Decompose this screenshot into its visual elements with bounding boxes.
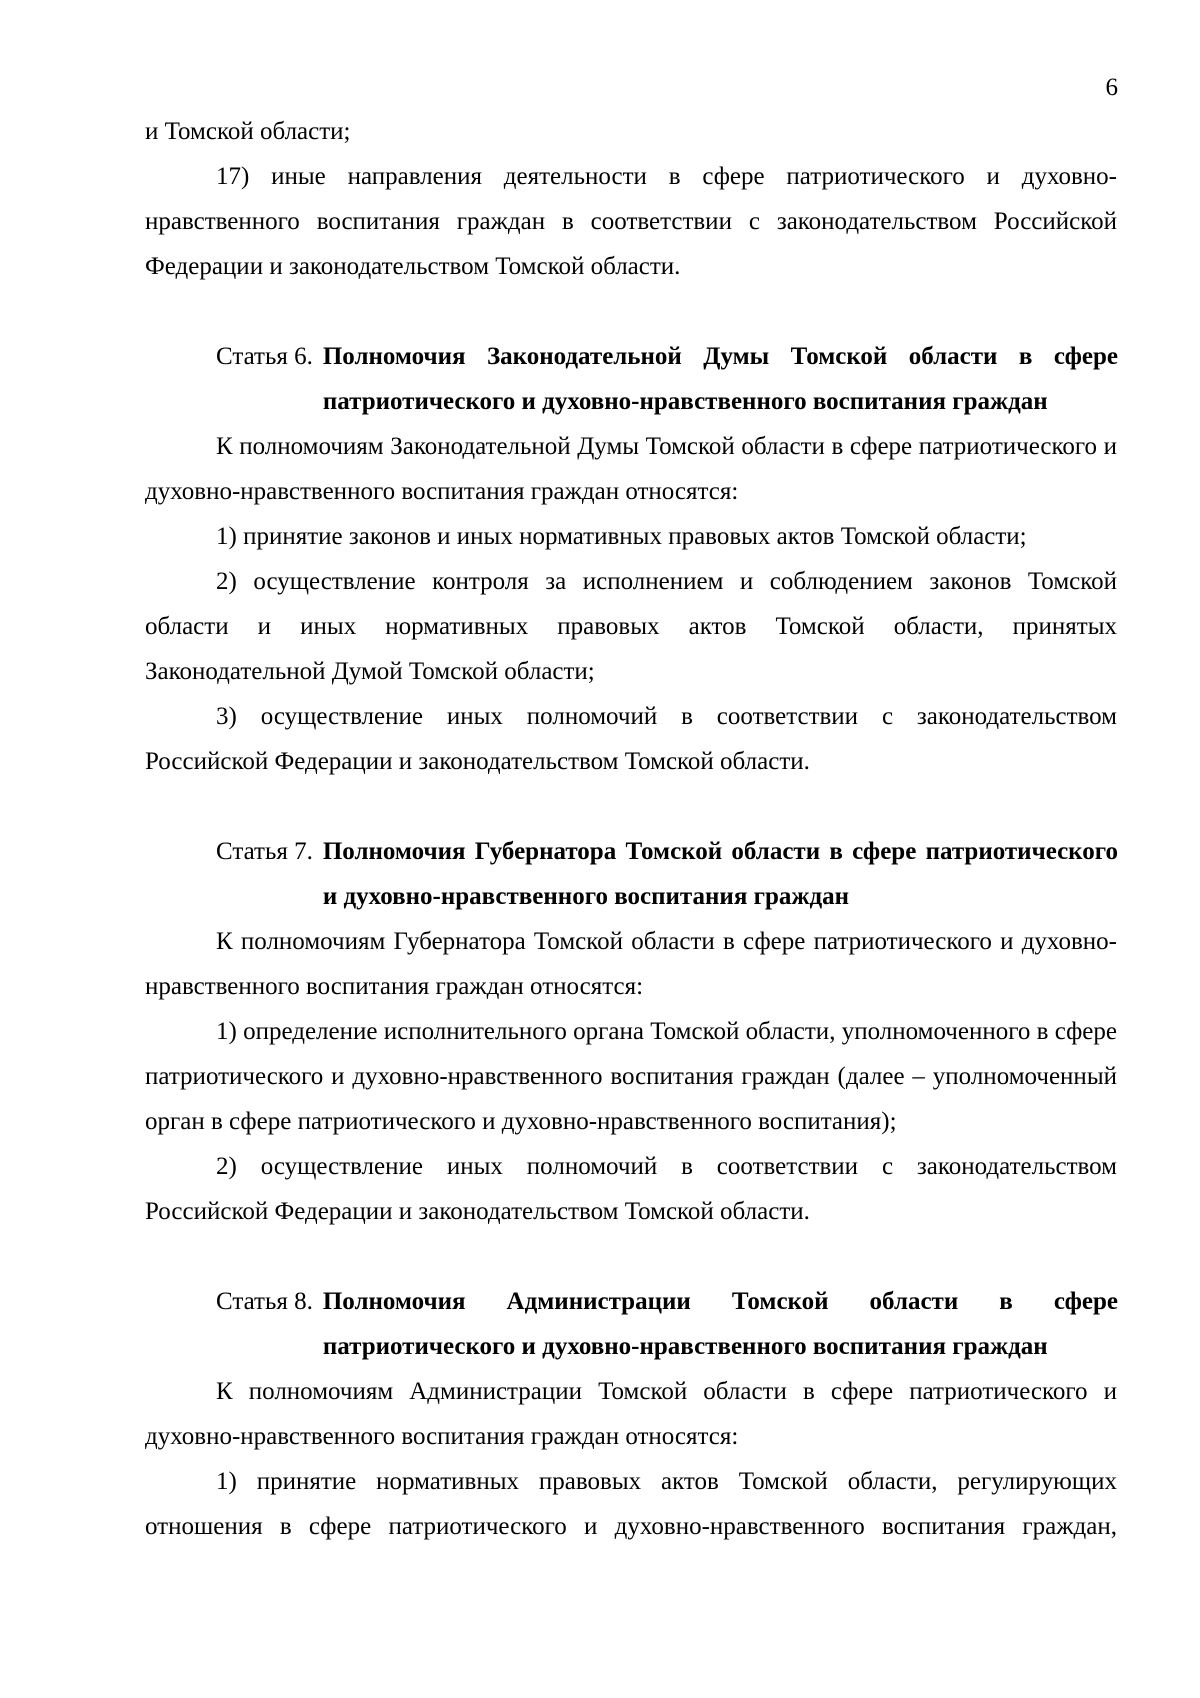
section-gap — [145, 289, 1117, 334]
page-number: 6 — [1105, 74, 1118, 101]
article-8-lead: К полномочиям Администрации Томской области в сфере патриотического и духовно-нравственного воспитания граждан относятся: — [145, 1378, 1117, 1450]
article-8-label: Статья 8. — [216, 1288, 313, 1315]
article-8-item-1: 1) принятие нормативных правовых актов Томской области, регулирующих отношения в сфере патриотического и духовно-нравственного воспитания граждан, — [145, 1468, 1117, 1540]
article-6-item-2: 2) осуществление контроля за исполнением и соблюдением законов Томской области и иных нормативных правовых актов Томской области, принятых Законодательной Думой Томской области; — [145, 568, 1117, 685]
article-6-title: Полномочия Законодательной Думы Томской области в сфере патриотического и духовно-нравственного воспитания граждан — [322, 343, 1118, 415]
article-8-heading — [216, 1279, 1118, 1369]
document-body — [145, 109, 1117, 1549]
article-7-label: Статья 7. — [216, 838, 313, 865]
article-8-title: Полномочия Администрации Томской области в сфере патриотического и духовно-нравственного воспитания граждан — [322, 1288, 1118, 1360]
article-6-heading — [216, 334, 1118, 424]
article-7-title: Полномочия Губернатора Томской области в сфере патриотического и духовно-нравственного воспитания граждан — [322, 838, 1118, 910]
article-7-item-2: 2) осуществление иных полномочий в соответствии с законодательством Российской Федерации и законодательством Томской области. — [145, 1153, 1117, 1225]
article-6-item-1: 1) принятие законов и иных нормативных правовых актов Томской области; — [216, 523, 1027, 550]
section-gap — [145, 1234, 1117, 1279]
article-6-label: Статья 6. — [216, 343, 313, 370]
paragraph: и Томской области; — [145, 118, 351, 145]
list-item-17: 17) иные направления деятельности в сфере патриотического и духовно-нравственного воспитания граждан в соответствии с законодательством Российской Федерации и законодательством Томской области. — [145, 163, 1117, 280]
article-6-lead: К полномочиям Законодательной Думы Томской области в сфере патриотического и духовно-нравственного воспитания граждан относятся: — [145, 433, 1117, 505]
article-7-lead: К полномочиям Губернатора Томской области в сфере патриотического и духовно-нравственного воспитания граждан относятся: — [145, 928, 1117, 1000]
section-gap — [145, 784, 1117, 829]
article-7-item-1: 1) определение исполнительного органа Томской области, уполномоченного в сфере патриотического и духовно-нравственного воспитания граждан (далее – уполномоченный орган в сфере патриотического и духовно-нравственного воспитания); — [145, 1018, 1117, 1135]
article-7-heading — [216, 829, 1118, 919]
article-6-item-3: 3) осуществление иных полномочий в соответствии с законодательством Российской Федерации и законодательством Томской области. — [145, 703, 1117, 775]
